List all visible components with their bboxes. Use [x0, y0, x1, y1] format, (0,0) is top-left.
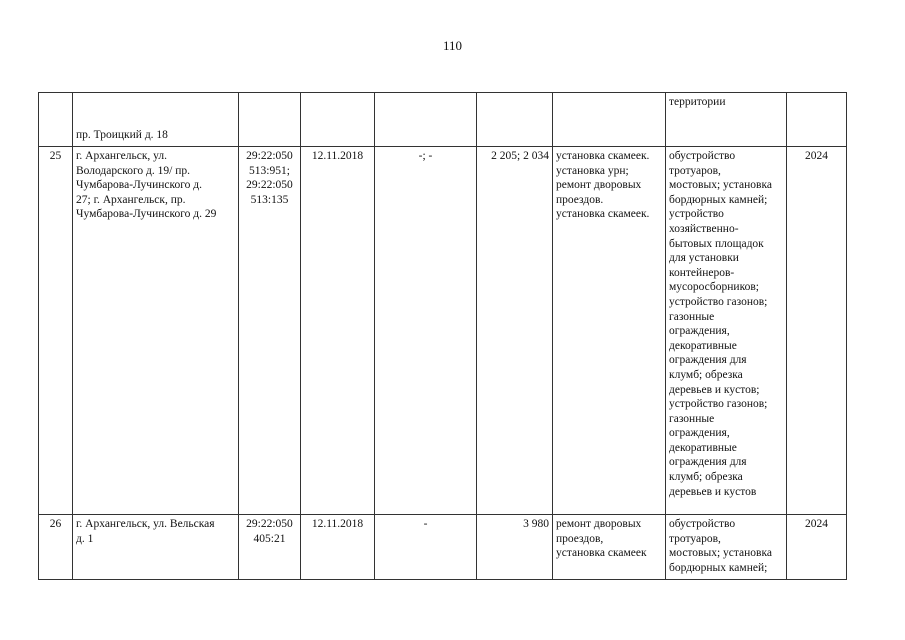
- cell-year: 2024: [787, 515, 847, 580]
- cell-dash: [375, 93, 477, 147]
- cell-date: 12.11.2018: [301, 147, 375, 515]
- cell-number: [39, 93, 73, 147]
- cell-area: 3 980: [477, 515, 553, 580]
- cell-date: [301, 93, 375, 147]
- cell-cadastral: [239, 93, 301, 147]
- cell-works-planned: обустройство тротуаров, мостовых; установка бордюрных камней;: [666, 515, 787, 580]
- cell-address: пр. Троицкий д. 18: [73, 93, 239, 147]
- table-row: [39, 515, 847, 580]
- cell-works-planned: обустройство тротуаров, мостовых; установка бордюрных камней; устройство хозяйственно- бытовых площадок для установки контейнеров- мусоросборников; устройство газонов; газонные ограждения, декоративные ограждения для клумб; обрезка деревьев и кустов; устройство газонов; газонные ограждения, декоративные ограждения для клумб; обрезка деревьев и кустов: [666, 147, 787, 515]
- cell-number: 25: [39, 147, 73, 515]
- cell-dash: -: [375, 515, 477, 580]
- cell-address: г. Архангельск, ул. Володарского д. 19/ пр. Чумбарова-Лучинского д. 27; г. Архангельск, пр. Чумбарова-Лучинского д. 29: [73, 147, 239, 515]
- cell-cadastral: 29:22:050 405:21: [239, 515, 301, 580]
- cell-address: г. Архангельск, ул. Вельская д. 1: [73, 515, 239, 580]
- cell-works-done: установка скамеек. установка урн; ремонт дворовых проездов. установка скамеек.: [553, 147, 666, 515]
- registry-table: [38, 92, 847, 580]
- cell-works-done: [553, 93, 666, 147]
- cell-year: [787, 93, 847, 147]
- cell-dash: -; -: [375, 147, 477, 515]
- cell-area: [477, 93, 553, 147]
- cell-works-done: ремонт дворовых проездов, установка скамеек: [553, 515, 666, 580]
- cell-cadastral: 29:22:050 513:951; 29:22:050 513:135: [239, 147, 301, 515]
- cell-works-planned: территории: [666, 93, 787, 147]
- cell-area: 2 205; 2 034: [477, 147, 553, 515]
- cell-number: 26: [39, 515, 73, 580]
- table-row: [39, 93, 847, 147]
- cell-date: 12.11.2018: [301, 515, 375, 580]
- table-row: [39, 147, 847, 515]
- cell-year: 2024: [787, 147, 847, 515]
- page-number: 110: [442, 38, 463, 53]
